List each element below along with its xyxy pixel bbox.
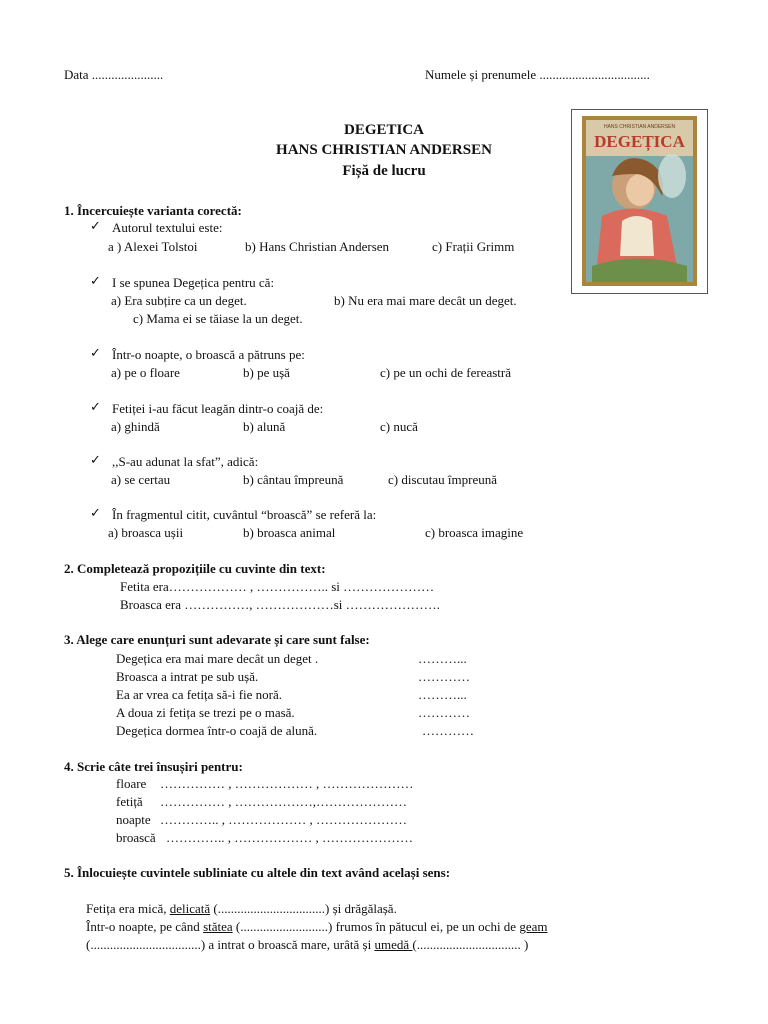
q2-line: Broasca era ……………, ………………si …………………. <box>120 597 440 612</box>
q5-text: (.................................) și drăgălașă. <box>210 901 397 916</box>
author-title: HANS CHRISTIAN ANDERSEN <box>276 142 492 158</box>
q4-word: broască <box>116 830 156 845</box>
q5-line-1 <box>86 901 397 917</box>
q1-option-a: a) Era subțire ca un deget. <box>111 293 247 308</box>
q1-option-b: b) cântau împreună <box>243 472 344 487</box>
q3-answer-blank: ………... <box>418 651 467 666</box>
q3-statement: A doua zi fetița se trezi pe o masă. <box>116 705 295 720</box>
q2-line: Fetita era……………… , …………….. si ………………… <box>120 579 435 594</box>
q1-option-a: a ) Alexei Tolstoi <box>108 239 198 254</box>
q1-item-question: Fetiței i-au făcut leagăn dintr-o coajă de: <box>112 401 324 416</box>
underlined-word: stătea <box>203 919 233 934</box>
q5-text: (...........................) frumos în pătucul ei, pe un ochi de <box>232 919 520 934</box>
q5-text: (..................................) a intrat o broască mare, urâtă și <box>86 937 375 952</box>
q3-answer-blank: ………… <box>418 705 470 720</box>
story-title: DEGETICA <box>343 122 425 138</box>
underlined-word: umedă <box>374 937 413 952</box>
q1-option-c: c) pe un ochi de fereastră <box>380 365 512 380</box>
q5-text: Fetița era mică, <box>86 901 170 916</box>
q1-option-b: b) broasca animal <box>243 525 336 540</box>
q2-heading: 2. Completează propozițiile cu cuvinte din text: <box>64 561 326 576</box>
date-field: Data ...................... <box>64 67 164 82</box>
q1-heading: 1. Încercuiește varianta corectă: <box>64 203 242 218</box>
underlined-word: geam <box>519 919 548 934</box>
q1-option-a: a) ghindă <box>111 419 160 434</box>
q1-item-question: I se spunea Degețica pentru că: <box>112 275 275 290</box>
cover-title: DEGEȚICA <box>594 132 685 151</box>
q3-answer-blank: ………… <box>418 669 470 684</box>
check-icon: ✓ <box>90 453 101 468</box>
q5-line-2 <box>86 919 547 935</box>
check-icon: ✓ <box>90 400 101 415</box>
q4-blanks: …………… , ……………… , ………………… <box>160 776 414 791</box>
q1-option-a: a) broasca ușii <box>108 525 184 540</box>
q3-statement: Degețica dormea într-o coajă de alună. <box>116 723 318 738</box>
q1-option-c: c) discutau împreună <box>388 472 498 487</box>
q4-blanks: ………….. , ……………… , ………………… <box>166 830 413 845</box>
cover-author: HANS CHRISTIAN ANDERSEN <box>603 124 676 130</box>
q3-heading: 3. Alege care enunțuri sunt adevarate și care sunt false: <box>64 632 370 647</box>
q1-item-question: ,,S-au adunat la sfat”, adică: <box>112 454 259 469</box>
check-icon: ✓ <box>90 274 101 289</box>
check-icon: ✓ <box>90 219 101 234</box>
q4-blanks: ………….. , ……………… , ………………… <box>160 812 407 827</box>
q3-statement: Degețica era mai mare decât un deget . <box>116 651 319 666</box>
q1-option-a: a) pe o floare <box>111 365 180 380</box>
q1-item-question: Într-o noapte, o broască a pătruns pe: <box>112 347 305 362</box>
q3-statement: Broasca a intrat pe sub ușă. <box>116 669 259 684</box>
q5-heading: 5. Înlocuiește cuvintele subliniate cu altele din text având același sens: <box>64 865 451 880</box>
q1-option-c: c) Mama ei se tăiase la un deget. <box>133 311 303 326</box>
q3-statement: Ea ar vrea ca fetița să-i fie noră. <box>116 687 283 702</box>
q4-heading: 4. Scrie câte trei însușiri pentru: <box>64 759 243 774</box>
q1-option-c: c) nucă <box>380 419 418 434</box>
q4-word: fetiță <box>116 794 143 809</box>
q1-option-c: c) broasca imagine <box>425 525 524 540</box>
q5-text: (................................ ) <box>412 937 529 952</box>
worksheet-title: Fișă de lucru <box>342 163 426 179</box>
underlined-word: delicată <box>169 901 211 916</box>
q1-item-question: În fragmentul citit, cuvântul “broască” se referă la: <box>112 507 377 522</box>
q3-answer-blank: ………… <box>422 723 474 738</box>
q5-text: Într-o noapte, pe când <box>86 919 204 934</box>
q3-answer-blank: ………... <box>418 687 467 702</box>
q1-option-b: b) pe ușă <box>243 365 290 380</box>
name-field: Numele și prenumele .................................. <box>425 67 650 82</box>
q4-blanks: …………… , ………………,………………… <box>160 794 407 809</box>
q1-option-b: b) Hans Christian Andersen <box>245 239 390 254</box>
q4-word: floare <box>116 776 147 791</box>
book-cover-image <box>571 109 708 294</box>
q1-option-c: c) Frații Grimm <box>432 239 515 254</box>
check-icon: ✓ <box>90 346 101 361</box>
q1-item-question: Autorul textului este: <box>112 220 223 235</box>
check-icon: ✓ <box>90 506 101 521</box>
q1-option-b: b) Nu era mai mare decât un deget. <box>334 293 517 308</box>
q1-option-a: a) se certau <box>111 472 171 487</box>
q5-line-3 <box>86 937 528 953</box>
q4-word: noapte <box>116 812 151 827</box>
q1-option-b: b) alună <box>243 419 286 434</box>
